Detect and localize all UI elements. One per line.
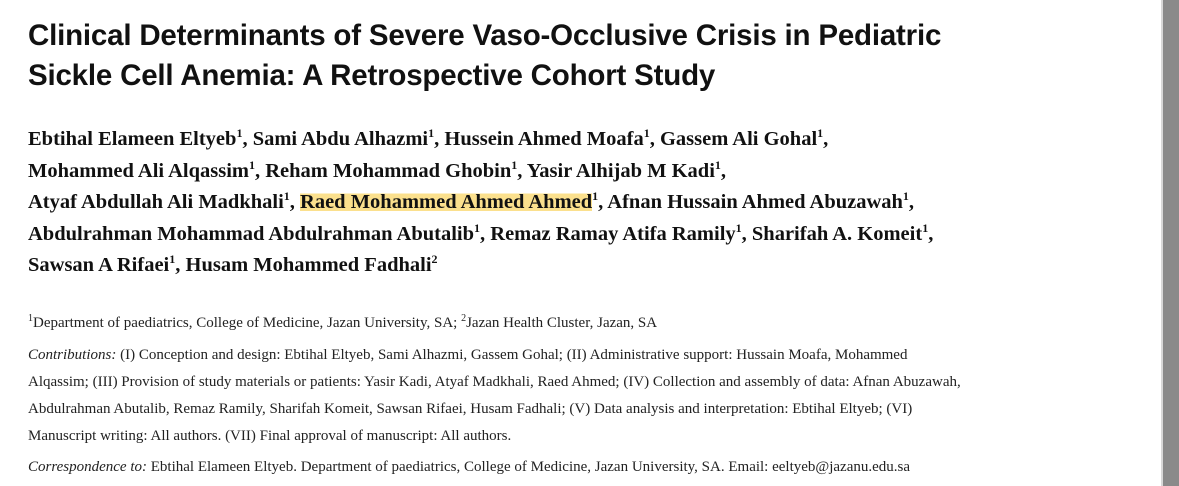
contributions-line-2: Alqassim; (III) Provision of study materials or patients: Yasir Kadi, Atyaf Madkhali, Raed Ahmed; (IV) Collection and assembly of data: Afnan Abuzawah, xyxy=(28,374,961,390)
correspondence xyxy=(28,456,910,478)
affiliation-mark: 1 xyxy=(169,252,176,267)
correspondence-text: Ebtihal Elameen Eltyeb. Department of paediatrics, College of Medicine, Jazan University, SA. Email: eeltyeb@jazanu.edu.sa xyxy=(147,459,911,475)
author-name: Reham Mohammad Ghobin xyxy=(265,159,512,182)
author-name: Gassem Ali Gohal xyxy=(659,128,818,150)
scrollbar[interactable] xyxy=(1163,0,1179,486)
affiliation-mark: 1 xyxy=(283,189,290,204)
author-name: Afnan Hussain Ahmed Abuzawah xyxy=(607,191,903,213)
contributions-label: Contributions: xyxy=(28,347,117,363)
affiliation-mark: 1 xyxy=(248,157,255,172)
author-line-2: Mohammed Ali Alqassim$^1$, Reham Mohammad Ghobin$^1$, Yasir Alhijab M Kadi$^1$, xyxy=(28,157,727,182)
affiliation-mark: 1 xyxy=(236,126,243,141)
author-name: Hussein Ahmed Moafa xyxy=(444,128,644,150)
author-name: Ebtihal Elameen Eltyeb xyxy=(28,128,237,150)
affiliation-mark: 1 xyxy=(817,126,824,141)
affiliation-mark: 1 xyxy=(643,126,650,141)
author-line-1: Ebtihal Elameen Eltyeb$^1$, Sami Abdu Alhazmi$^1$, Hussein Ahmed Moafa$^1$, Gassem Ali Gohal$^1$, xyxy=(28,126,829,150)
author-name: Sharifah A. Komeit xyxy=(751,222,923,245)
author-line-3: Atyaf Abdullah Ali Madkhali$^1$, Raed Mohammed Ahmed Ahmed$^1$, Afnan Hussain Ahmed Abuzawah$^1$, xyxy=(28,189,915,213)
affiliation-mark: 1 xyxy=(28,313,33,324)
affiliation-1: Department of paediatrics, College of Medicine, Jazan University, SA; xyxy=(33,315,462,331)
contributions-line-4: Manuscript writing: All authors. (VII) Final approval of manuscript: All authors. xyxy=(28,428,512,444)
title-line-1: Clinical Determinants of Severe Vaso-Occlusive Crisis in Pediatric xyxy=(28,19,942,52)
affiliation-2: Jazan Health Cluster, Jazan, SA xyxy=(466,315,658,331)
title-line-2: Sickle Cell Anemia: A Retrospective Cohort Study xyxy=(28,59,716,92)
author-list xyxy=(28,124,1148,282)
affiliation-mark: 1 xyxy=(714,157,721,172)
affiliations xyxy=(28,312,657,334)
affiliation-mark: 1 xyxy=(511,157,518,172)
affiliation-mark: 1 xyxy=(922,220,929,235)
author-line-4: Abdulrahman Mohammad Abdulrahman Abutalib$^1$, Remaz Ramay Atifa Ramily$^1$, Sharifah A. Komeit$^1$, xyxy=(28,220,934,245)
contributions-line-3: Abdulrahman Abutalib, Remaz Ramily, Sharifah Komeit, Sawsan Rifaei, Husam Fadhali; (V) Data analysis and interpretation: Ebtihal Eltyeb; (VI) xyxy=(28,401,913,417)
affiliation-mark: 2 xyxy=(461,313,467,324)
author-line-5: Sawsan A Rifaei$^1$, Husam Mohammed Fadhali$^2$ xyxy=(28,252,438,276)
affiliation-mark: 1 xyxy=(474,220,481,235)
affiliation-mark: 2 xyxy=(431,252,438,267)
author-name: Atyaf Abdullah Ali Madkhali xyxy=(28,191,284,213)
author-name: Sawsan A Rifaei xyxy=(28,254,170,276)
author-name: Husam Mohammed Fadhali xyxy=(185,254,432,276)
contributions-text: (I) Conception and design: Ebtihal Eltyeb, Sami Alhazmi, Gassem Gohal; (II) Administrative support: Hussain Moafa, Mohammed xyxy=(116,347,908,363)
affiliation-mark: 1 xyxy=(902,189,909,204)
highlighted-author-name: Raed Mohammed Ahmed Ahmed xyxy=(300,191,593,213)
author-name: Remaz Ramay Atifa Ramily xyxy=(490,222,736,245)
correspondence-label: Correspondence to: xyxy=(28,459,148,475)
affiliation-mark: 1 xyxy=(592,189,599,204)
author-name: Yasir Alhijab M Kadi xyxy=(526,159,715,182)
author-name: Sami Abdu Alhazmi xyxy=(252,128,429,150)
contributions-line-1 xyxy=(28,342,1098,369)
paper-title xyxy=(28,16,1138,96)
author-name: Mohammed Ali Alqassim xyxy=(28,159,249,182)
contributions xyxy=(28,342,1098,450)
author-name: Abdulrahman Mohammad Abdulrahman Abutalib xyxy=(28,222,475,245)
affiliation-mark: 1 xyxy=(428,126,435,141)
affiliation-mark: 1 xyxy=(735,220,742,235)
